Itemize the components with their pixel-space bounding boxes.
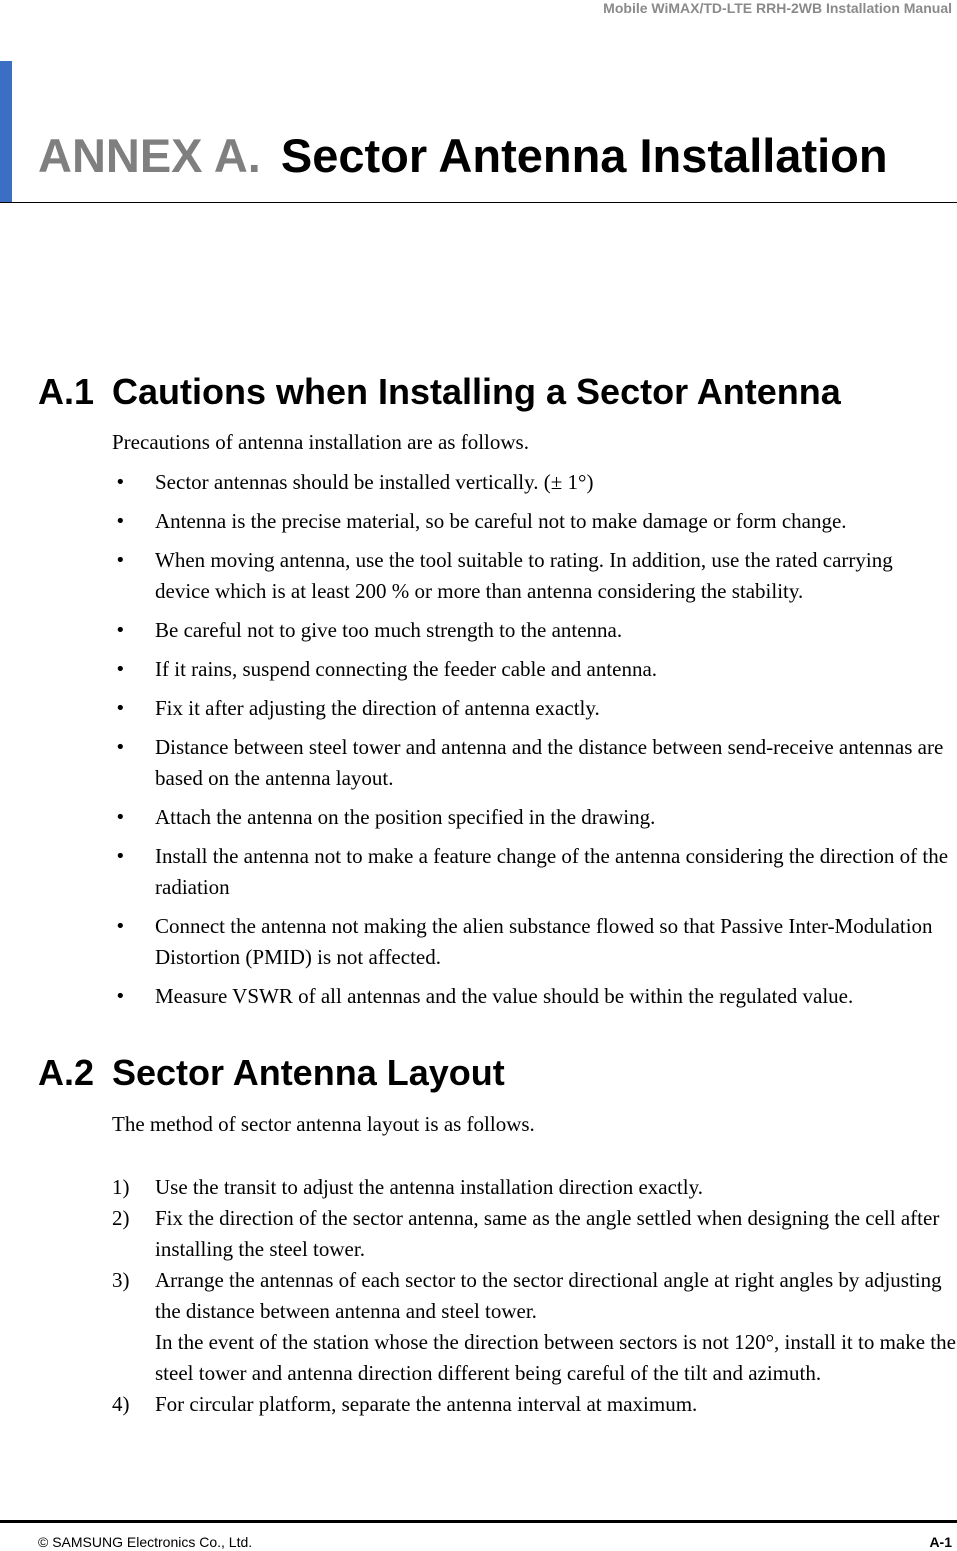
step-item [112, 1389, 957, 1420]
running-header: Mobile WiMAX/TD-LTE RRH-2WB Installation Manual [603, 0, 952, 16]
list-item-text: Install the antenna not to make a feature change of the antenna considering the direction of the radiation [155, 844, 949, 899]
section-a1-intro: Precautions of antenna installation are as follows. [112, 430, 529, 454]
list-item [112, 545, 952, 607]
step-text: Arrange the antennas of each sector to the sector directional angle at right angles by adjusting the distance between antenna and steel tower. [155, 1268, 942, 1323]
step-number: 4) [112, 1392, 130, 1416]
list-item-text: Attach the antenna on the position specified in the drawing. [155, 805, 656, 829]
bullet-icon: • [115, 659, 126, 680]
step-number: 2) [112, 1206, 130, 1230]
caution-list [112, 467, 952, 1020]
bullet-icon: • [115, 737, 126, 758]
step-item [112, 1172, 957, 1203]
step-text: Fix the direction of the sector antenna, same as the angle settled when designing the cell after installing the steel tower. [155, 1206, 940, 1261]
bullet-icon: • [115, 550, 126, 571]
bullet-icon: • [115, 472, 126, 493]
step-text: For circular platform, separate the antenna interval at maximum. [155, 1392, 698, 1416]
section-title: Sector Antenna Layout [112, 1052, 505, 1093]
list-item-text: Antenna is the precise material, so be careful not to make damage or form change. [155, 509, 847, 533]
list-item-text: Sector antennas should be installed vertically. (± 1°) [155, 470, 594, 494]
list-item [112, 981, 952, 1012]
section-title: Cautions when Installing a Sector Antenna [112, 371, 841, 412]
list-item [112, 615, 952, 646]
step-text: Use the transit to adjust the antenna installation direction exactly. [155, 1175, 703, 1199]
list-item [112, 911, 952, 973]
list-item-text: Distance between steel tower and antenna and the distance between send-receive antennas are based on the antenna layout. [155, 735, 944, 790]
accent-bar [0, 61, 12, 203]
bullet-icon: • [115, 846, 126, 867]
section-a1-heading [38, 370, 841, 414]
layout-steps [112, 1172, 957, 1420]
list-item-text: Connect the antenna not making the alien substance flowed so that Passive Inter-Modulation Distortion (PMID) is not affected. [155, 914, 933, 969]
list-item-text: Fix it after adjusting the direction of antenna exactly. [155, 696, 600, 720]
list-item [112, 802, 952, 833]
list-item [112, 841, 952, 903]
list-item-text: When moving antenna, use the tool suitable to rating. In addition, use the rated carrying device which is at least 200 % or more than antenna considering the stability. [155, 548, 893, 603]
bullet-icon: • [115, 511, 126, 532]
step-item [112, 1265, 957, 1389]
section-number: A.1 [38, 371, 95, 412]
footer-divider [0, 1520, 957, 1523]
list-item-text: Measure VSWR of all antennas and the value should be within the regulated value. [155, 984, 854, 1008]
bullet-icon: • [115, 807, 126, 828]
list-item [112, 467, 952, 498]
step-note: In the event of the station whose the direction between sectors is not 120°, install it to make the steel tower and antenna direction different being careful of the tilt and azimuth. [155, 1330, 956, 1385]
bullet-icon: • [115, 916, 126, 937]
list-item-text: Be careful not to give too much strength to the antenna. [155, 618, 623, 642]
bullet-icon: • [115, 986, 126, 1007]
step-number: 3) [112, 1268, 130, 1292]
list-item [112, 732, 952, 794]
list-item [112, 654, 952, 685]
bullet-icon: • [115, 620, 126, 641]
list-item-text: If it rains, suspend connecting the feeder cable and antenna. [155, 657, 658, 681]
step-number: 1) [112, 1175, 130, 1199]
annex-label: ANNEX A. [38, 129, 261, 182]
page-number: A-1 [929, 1534, 952, 1550]
annex-name: Sector Antenna Installation [280, 129, 888, 182]
title-divider [0, 202, 957, 203]
footer-copyright: © SAMSUNG Electronics Co., Ltd. [38, 1534, 253, 1550]
list-item [112, 506, 952, 537]
section-number: A.2 [38, 1052, 95, 1093]
step-item [112, 1203, 957, 1265]
section-a2-intro: The method of sector antenna layout is as follows. [112, 1112, 535, 1136]
section-a2-heading [38, 1051, 505, 1095]
annex-title [38, 126, 888, 186]
bullet-icon: • [115, 698, 126, 719]
list-item [112, 693, 952, 724]
